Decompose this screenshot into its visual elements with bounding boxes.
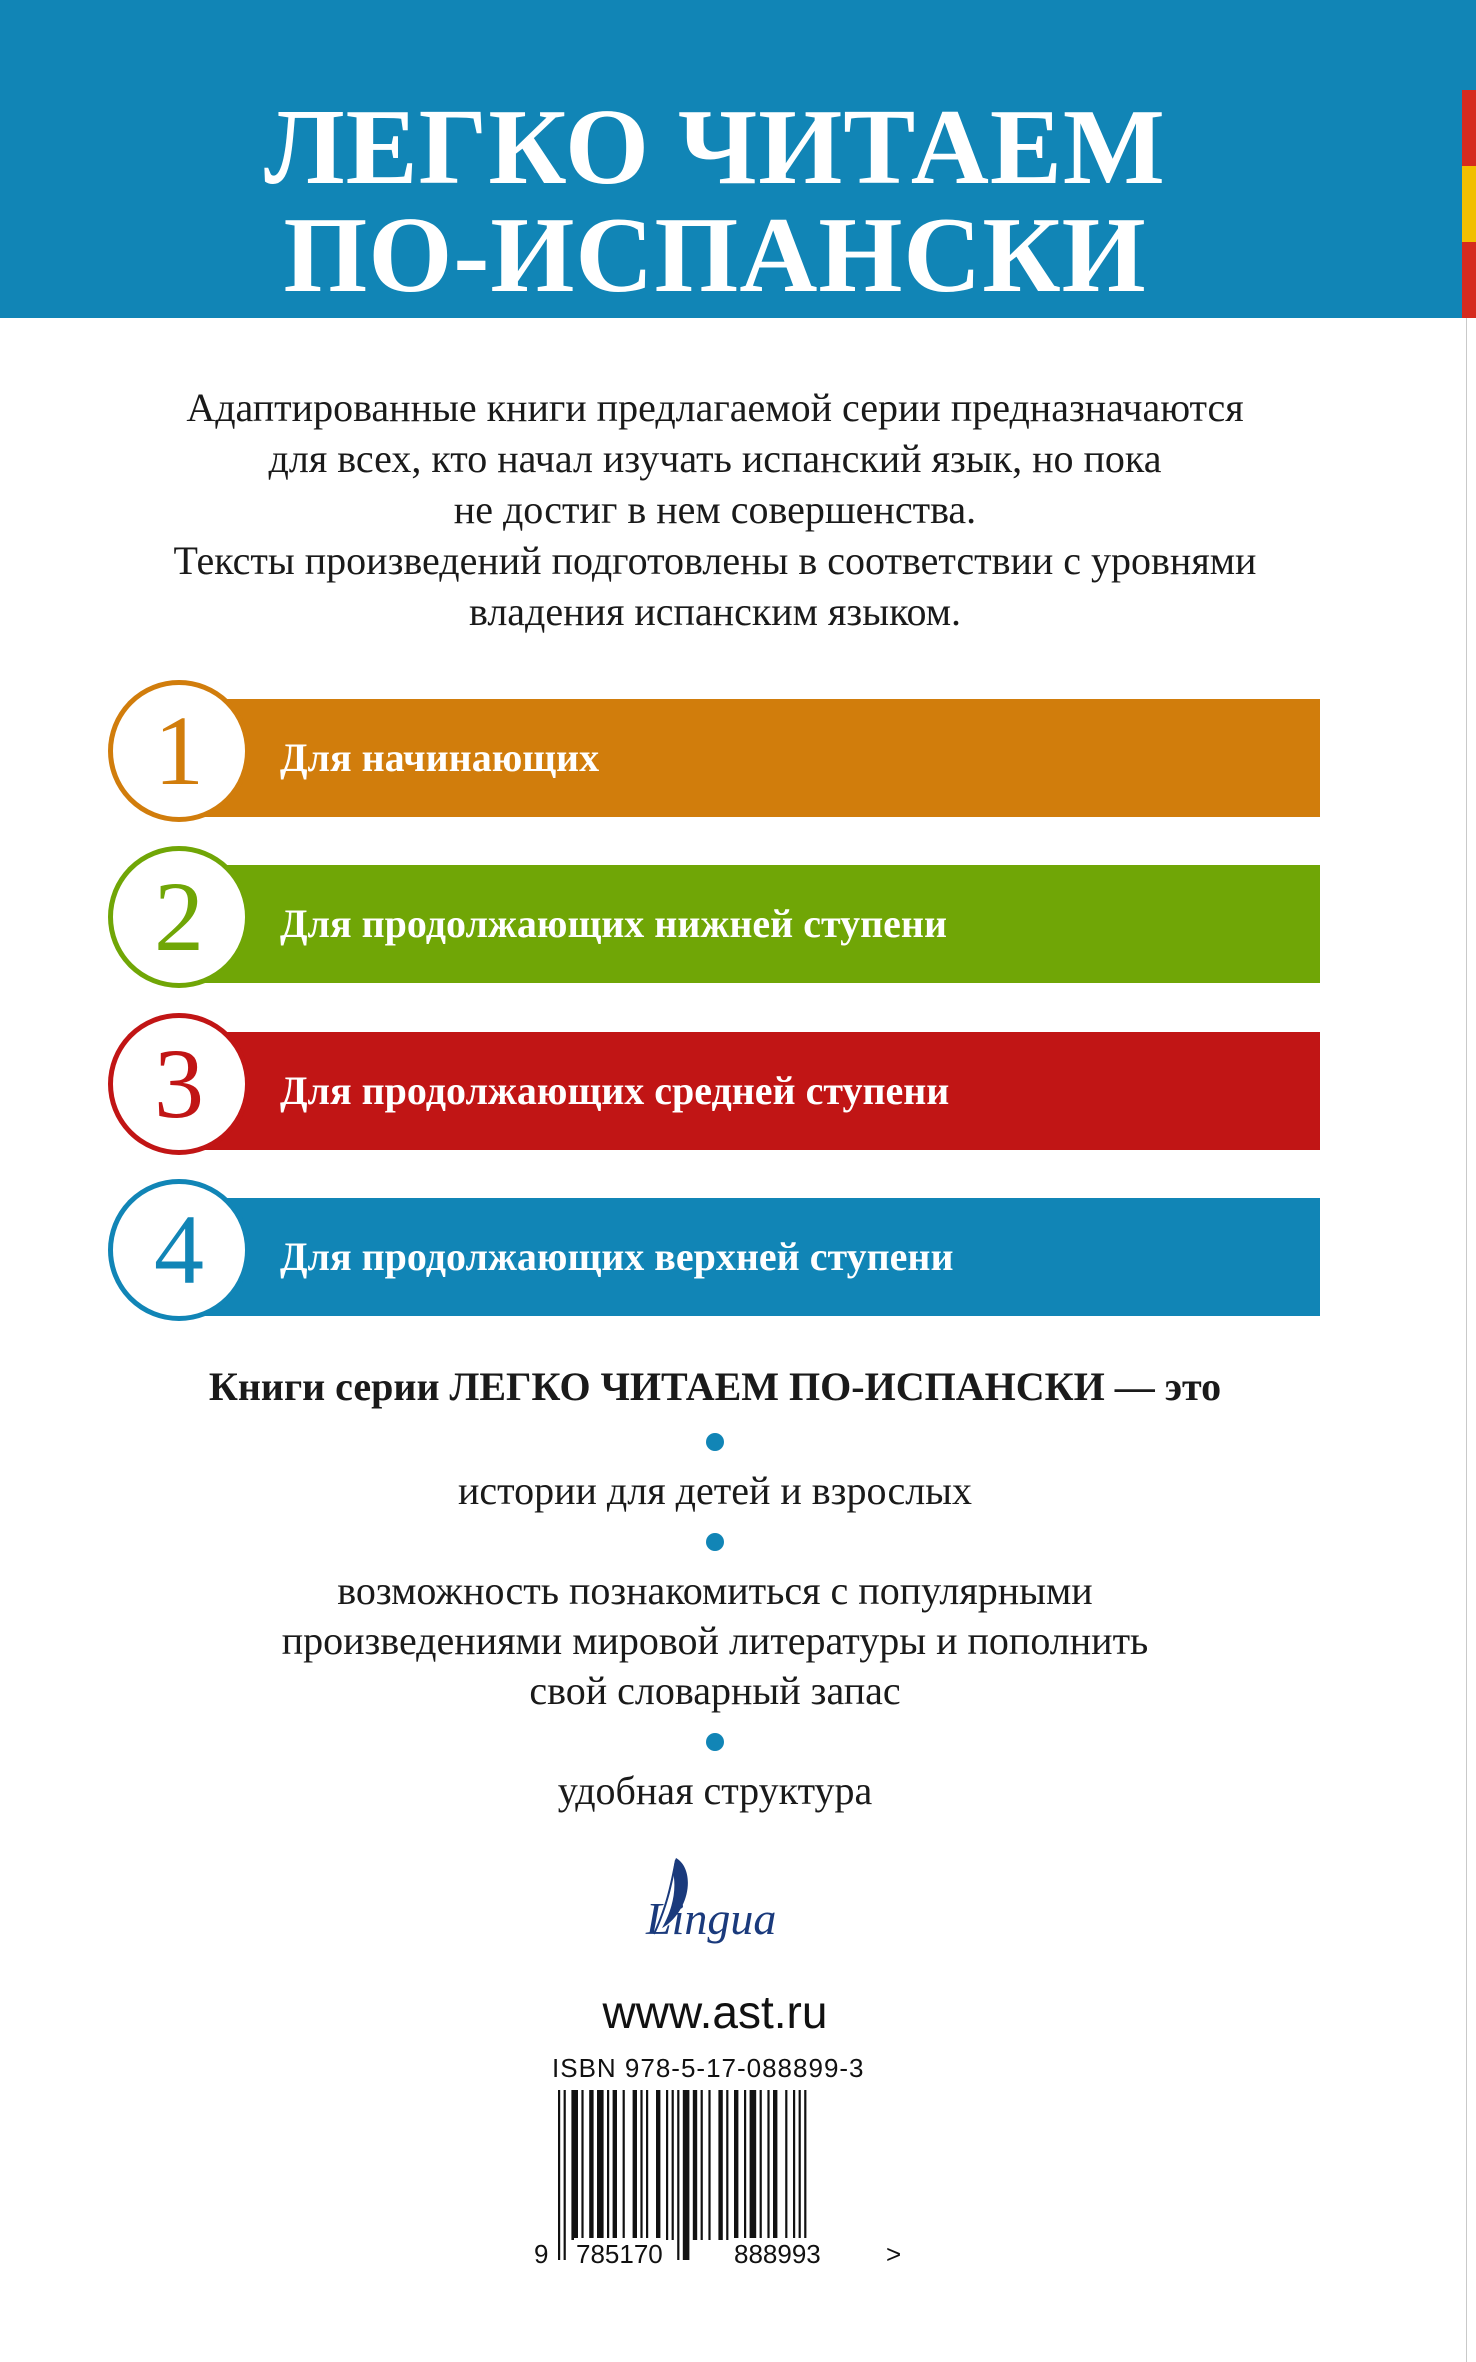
feature-item: истории для детей и взрослых — [457, 1468, 973, 1513]
level-number-circle: 1 — [108, 680, 250, 822]
barcode-bar — [607, 2090, 609, 2240]
barcode-bar — [726, 2090, 728, 2240]
intro-line: не достиг в нем совершенства. — [453, 487, 977, 532]
barcode-bar — [571, 2090, 578, 2240]
flag-stripe-red-top — [1462, 90, 1476, 166]
barcode-bar — [646, 2090, 648, 2240]
barcode-bar — [597, 2090, 604, 2240]
level-number-circle: 4 — [108, 1179, 250, 1321]
barcode-bar — [804, 2090, 806, 2260]
barcode-bar — [677, 2090, 679, 2260]
level-label: Для продолжающих средней ступени — [280, 1068, 950, 1113]
barcode-digit-group: 785170 — [576, 2239, 663, 2269]
barcode-bar — [672, 2090, 674, 2240]
barcode-bar — [683, 2090, 690, 2260]
barcode-bar — [613, 2090, 617, 2240]
intro-line: Адаптированные книги предлагаемой серии предназначаются — [186, 385, 1244, 430]
feature-item-line: произведениями мировой литературы и пополнить — [281, 1618, 1149, 1663]
level-label: Для начинающих — [280, 735, 600, 780]
barcode-bar — [558, 2090, 560, 2260]
barcode-bar — [760, 2090, 762, 2240]
barcode-bar — [701, 2090, 703, 2240]
feature-item: удобная структура — [557, 1768, 873, 1813]
intro-line: владения испанским языком. — [468, 589, 962, 634]
logo-text: Lingua — [646, 1893, 777, 1944]
barcode-bar — [734, 2090, 738, 2240]
flag-stripe-red-bottom — [1462, 242, 1476, 318]
barcode-bar — [793, 2090, 795, 2240]
intro-line: Тексты произведений подготовлены в соответствии с уровнями — [173, 538, 1257, 583]
barcode-bar — [799, 2090, 801, 2260]
barcode-bar — [773, 2090, 777, 2240]
level-label: Для продолжающих верхней ступени — [280, 1234, 954, 1279]
publisher-logo — [632, 1848, 792, 1958]
barcode-bar — [589, 2090, 593, 2240]
barcode-bar — [750, 2090, 757, 2240]
level-3 — [108, 1013, 1320, 1163]
page-edge-line — [1466, 318, 1467, 2362]
level-1 — [108, 680, 1320, 830]
level-number-circle: 2 — [108, 846, 250, 988]
series-heading: Книги серии ЛЕГКО ЧИТАЕМ ПО-ИСПАНСКИ — это — [208, 1364, 1222, 1409]
flag-stripe-yellow — [1462, 166, 1476, 242]
barcode-bar — [633, 2090, 637, 2240]
header-band — [0, 0, 1476, 318]
barcode-bar — [693, 2090, 697, 2240]
level-label: Для продолжающих нижней ступени — [280, 901, 947, 946]
barcode-bar — [785, 2090, 787, 2240]
feature-item-line: возможность познакомиться с популярными — [337, 1568, 1093, 1613]
isbn-number: ISBN 978-5-17-088899-3 — [552, 2053, 865, 2083]
series-title-line2: ПО-ИСПАНСКИ — [283, 196, 1147, 315]
barcode-bar — [708, 2090, 710, 2240]
bullet-dot-icon — [706, 1533, 724, 1551]
barcode-bar — [767, 2090, 769, 2240]
bullet-dot-icon — [706, 1433, 724, 1451]
intro-paragraph — [60, 382, 1370, 637]
bullet-dot-icon — [706, 1733, 724, 1751]
spanish-flag-strip — [1462, 90, 1476, 318]
barcode-bar — [623, 2090, 625, 2240]
feature-item-line: свой словарный запас — [529, 1668, 901, 1713]
barcode-bar — [656, 2090, 660, 2240]
level-number-circle: 3 — [108, 1013, 250, 1155]
barcode-bar — [744, 2090, 746, 2240]
level-2 — [108, 846, 1320, 996]
intro-line: для всех, кто начал изучать испанский язык, но пока — [268, 436, 1162, 481]
series-title-line1: ЛЕГКО ЧИТАЕМ — [264, 88, 1166, 207]
barcode-bar — [640, 2090, 642, 2240]
barcode-bar — [564, 2090, 566, 2260]
barcode-bar — [666, 2090, 668, 2240]
website-link[interactable]: www.ast.ru — [602, 1986, 828, 2038]
level-4 — [108, 1179, 1320, 1329]
barcode-bar — [581, 2090, 583, 2240]
barcode-digit-group: > — [886, 2239, 902, 2269]
barcode-bar — [718, 2090, 722, 2240]
barcode-digit-group: 888993 — [734, 2239, 821, 2269]
barcode-digit-group: 9 — [534, 2239, 549, 2269]
